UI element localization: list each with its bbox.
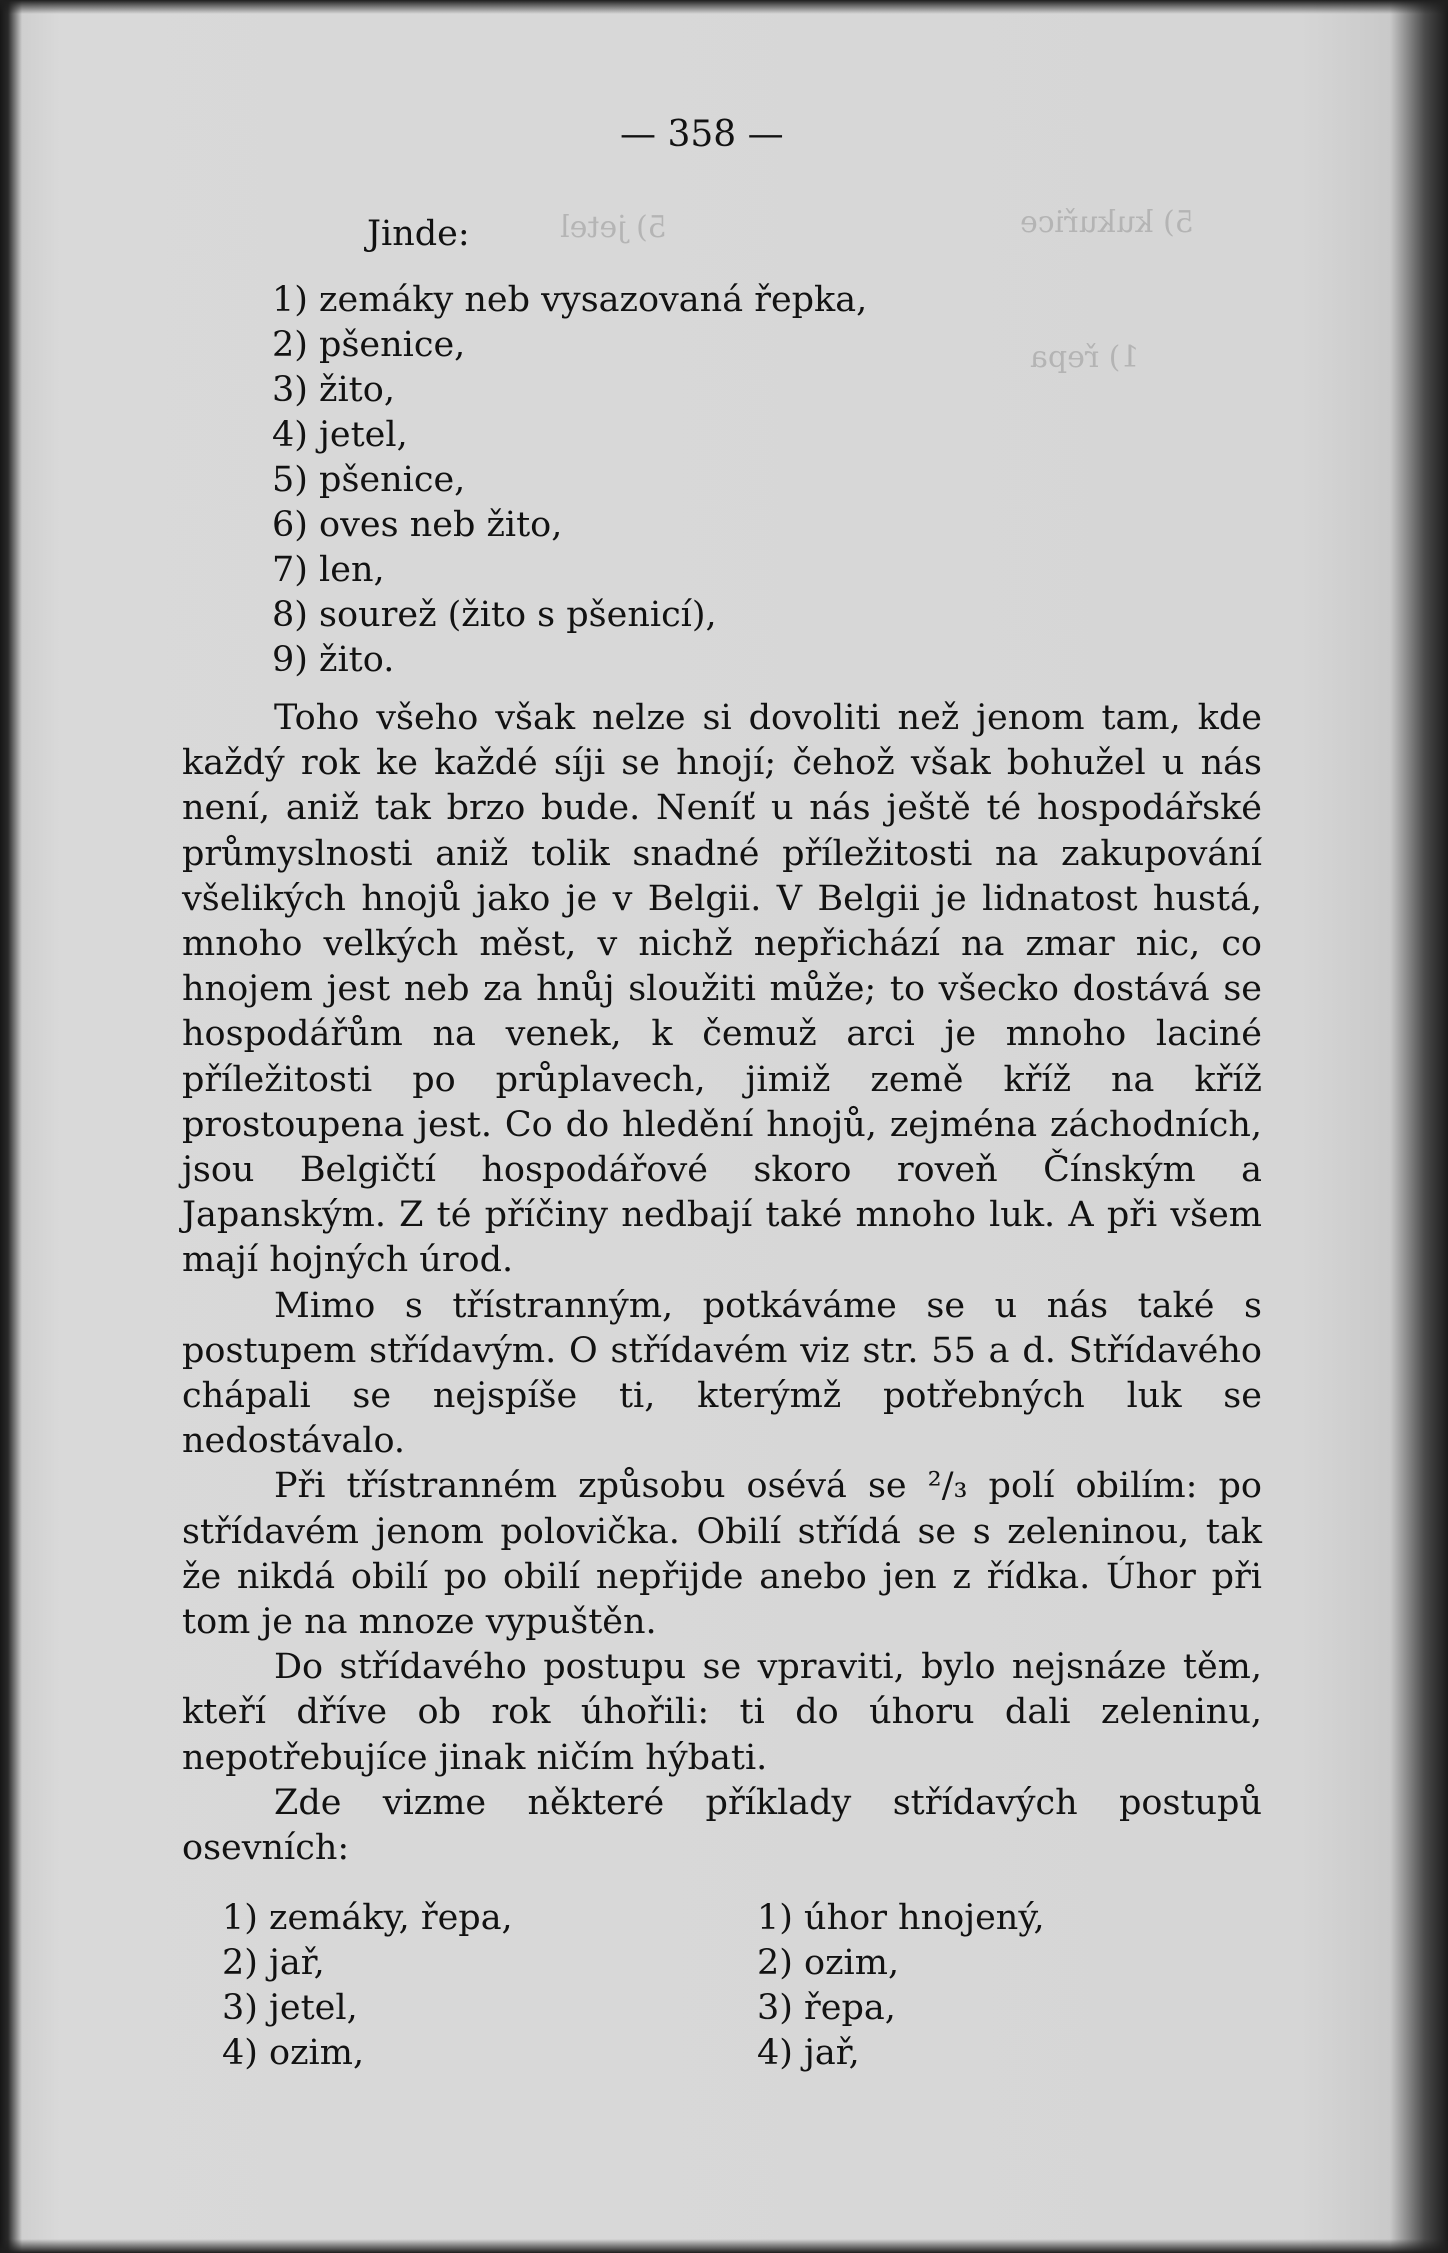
list-item: 4) ozim, <box>222 2033 365 2073</box>
list-item: 9) žito. <box>272 640 395 680</box>
list-item: 4) jař, <box>757 2033 860 2073</box>
list-item: 3) žito, <box>272 370 395 410</box>
body-text <box>182 696 1262 1871</box>
page-number: — 358 — <box>620 114 784 155</box>
paragraph: Toho všeho však nelze si dovoliti než jenom tam, kde každý rok ke každé síji se hnojí; čehož však bohužel u nás není, aniž tak brzo bude. Neníť u nás ještě té hospodářské průmyslnosti aniž tolik snadné příležitosti na zakupování všelikých hnojů jako je v Belgii. V Belgii je lidnatost hustá, mnoho velkých měst, v nichž nepřichází na zmar nic, co hnojem jest neb za hnůj sloužiti může; to všecko dostává se hospodářům na venek, k čemuž arci je mnoho laciné příležitosti po průplavech, jimiž země kříž na kříž prostoupena jest. Co do hledění hnojů, zejména záchodních, jsou Belgičtí hospodářové skoro roveň Čínským a Japanským. Z té příčiny nedbají také mnoho luk. A při všem mají hojných úrod. <box>182 698 1262 1281</box>
page-top-edge <box>0 0 1448 14</box>
bleed-through-text: 1) řepa <box>1030 340 1140 375</box>
paragraph: Při třístranném způsobu osévá se ²/₃ polí obilím: po střídavém jenom polovička. Obilí střídá se s zeleninou, tak že nikdá obilí po obilí nepřijde anebo jen z řídka. Úhor při tom je na mnoze vypuštěn. <box>182 1466 1262 1643</box>
bleed-through-text: 5) jetel <box>560 210 667 245</box>
list-item: 6) oves neb žito, <box>272 505 563 545</box>
list-item: 1) zemáky, řepa, <box>222 1898 513 1938</box>
list-item: 5) pšenice, <box>272 460 466 500</box>
page-bottom-edge <box>0 2239 1448 2253</box>
list-item: 7) len, <box>272 550 385 590</box>
list-item: 8) sourež (žito s pšenicí), <box>272 595 717 635</box>
list-item: 2) pšenice, <box>272 325 466 365</box>
list-item: 4) jetel, <box>272 415 408 455</box>
paragraph: Zde vizme některé příklady střídavých postupů osevních: <box>182 1782 1262 1869</box>
section-heading: Jinde: <box>367 214 470 254</box>
bleed-through-text: 5) kukuřice <box>1020 205 1194 240</box>
list-item: 1) zemáky neb vysazovaná řepka, <box>272 280 868 320</box>
paragraph: Mimo s třístranným, potkáváme se u nás také s postupem střídavým. O střídavém viz str. 55 a d. Střídavého chápali se nejspíše ti, kterýmž potřebných luk se nedostávalo. <box>182 1285 1262 1462</box>
list-item: 1) úhor hnojený, <box>757 1898 1045 1938</box>
rotation-example-left <box>222 1896 513 2076</box>
list-item: 2) ozim, <box>757 1943 900 1983</box>
list-item: 3) jetel, <box>222 1988 358 2028</box>
rotation-example-right <box>757 1896 1045 2076</box>
paragraph: Do střídavého postupu se vpraviti, bylo nejsnáze těm, kteří dříve ob rok úhořili: ti do úhoru dali zeleninu, nepotřebujíce jinak ničím hýbati. <box>182 1647 1262 1778</box>
crop-rotation-list <box>272 278 867 683</box>
list-item: 3) řepa, <box>757 1988 896 2028</box>
list-item: 2) jař, <box>222 1943 325 1983</box>
